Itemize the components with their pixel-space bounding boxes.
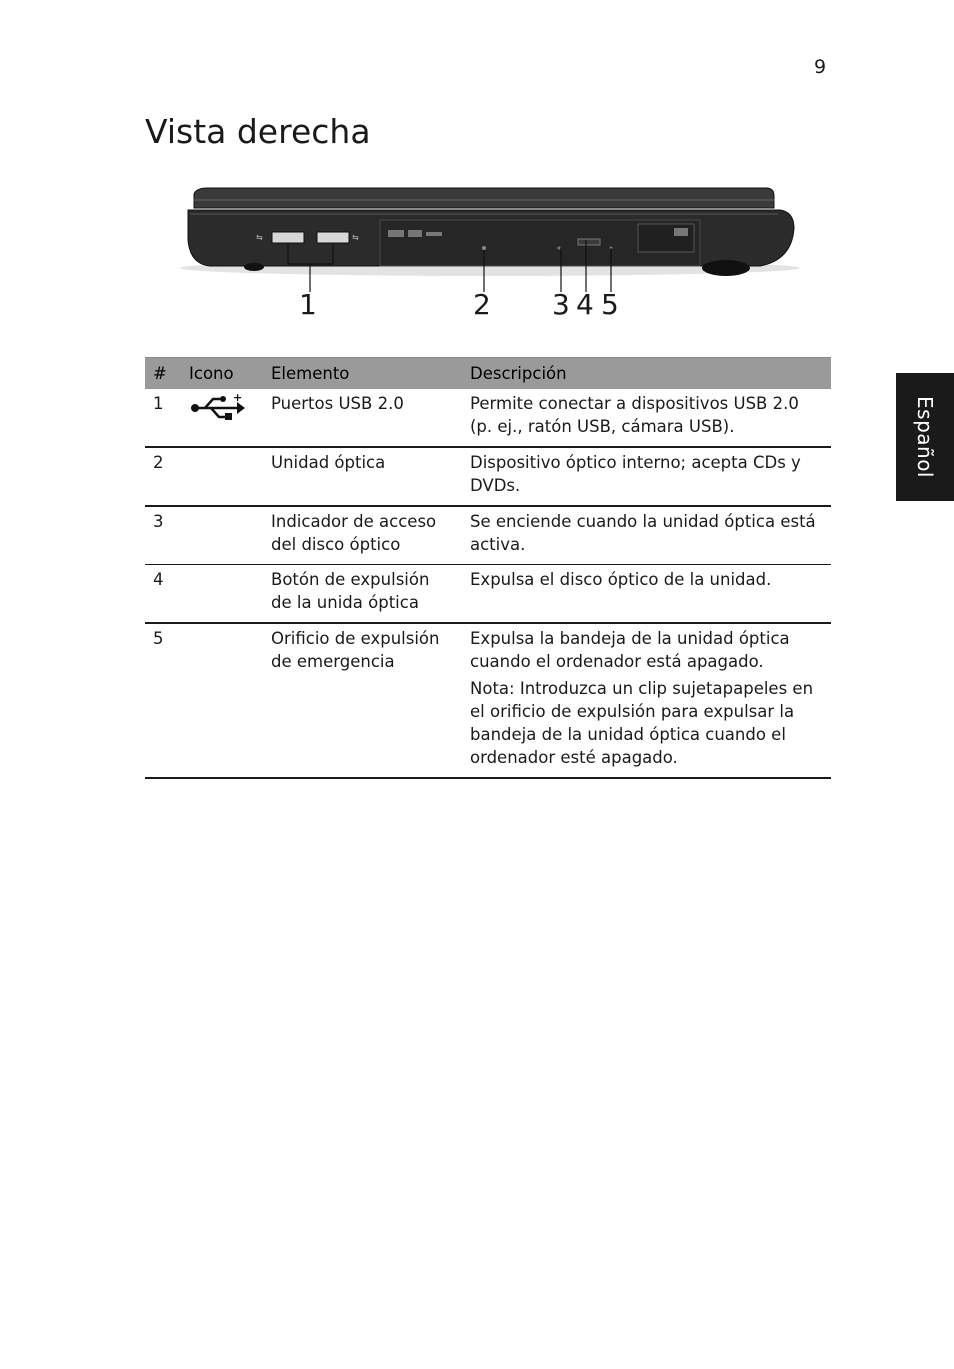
row-element: Indicador de acceso del disco óptico (263, 506, 462, 565)
row-num: 3 (145, 506, 181, 565)
table-row (145, 623, 831, 778)
row-element: Unidad óptica (263, 447, 462, 506)
row-description: Permite conectar a dispositivos USB 2.0 (p. ej., ratón USB, cámara USB). (462, 389, 831, 447)
page-title: Vista derecha (145, 112, 371, 151)
callout-1: 1 (299, 288, 317, 321)
row-icon-cell (181, 506, 263, 565)
row-description-cell (462, 623, 831, 778)
row-num: 1 (145, 389, 181, 447)
row-description: Expulsa el disco óptico de la unidad. (462, 565, 831, 624)
row-description: Se enciende cuando la unidad óptica está activa. (462, 506, 831, 565)
language-tab (896, 373, 954, 501)
usb-icon (189, 392, 245, 422)
note-label: Nota: (470, 679, 515, 698)
header-element: Elemento (263, 358, 462, 390)
page-number: 9 (814, 56, 827, 78)
row-icon-cell (181, 623, 263, 778)
table-row (145, 565, 831, 624)
svg-text:⇆: ⇆ (256, 233, 263, 242)
ports-table (145, 357, 831, 779)
callout-4: 4 (576, 288, 594, 321)
language-tab-label: Español (913, 396, 937, 478)
row-num: 2 (145, 447, 181, 506)
row-description: Expulsa la bandeja de la unidad óptica cuando el ordenador está apagado. (470, 629, 790, 671)
row-element: Orificio de expulsión de emergencia (263, 623, 462, 778)
row-element: Botón de expulsión de la unida óptica (263, 565, 462, 624)
callout-5: 5 (601, 288, 619, 321)
table-header-row (145, 358, 831, 390)
row-num: 4 (145, 565, 181, 624)
header-icon: Icono (181, 358, 263, 390)
row-icon-cell (181, 447, 263, 506)
laptop-right-side-figure (180, 180, 800, 340)
row-description: Dispositivo óptico interno; acepta CDs y DVDs. (462, 447, 831, 506)
svg-text:⇆: ⇆ (352, 233, 359, 242)
row-note (470, 677, 823, 769)
row-icon-cell (181, 389, 263, 447)
note-text: Introduzca un clip sujetapapeles en el orificio de expulsión para expulsar la bandeja de la unidad óptica cuando el ordenador esté apagado. (470, 679, 814, 767)
header-description: Descripción (462, 358, 831, 390)
table-row (145, 447, 831, 506)
header-num: # (145, 358, 181, 390)
callout-3: 3 (552, 288, 570, 321)
table-row (145, 389, 831, 447)
callout-2: 2 (473, 288, 491, 321)
svg-text:+: + (233, 392, 243, 404)
row-num: 5 (145, 623, 181, 778)
row-icon-cell (181, 565, 263, 624)
table-row (145, 506, 831, 565)
row-element: Puertos USB 2.0 (263, 389, 462, 447)
